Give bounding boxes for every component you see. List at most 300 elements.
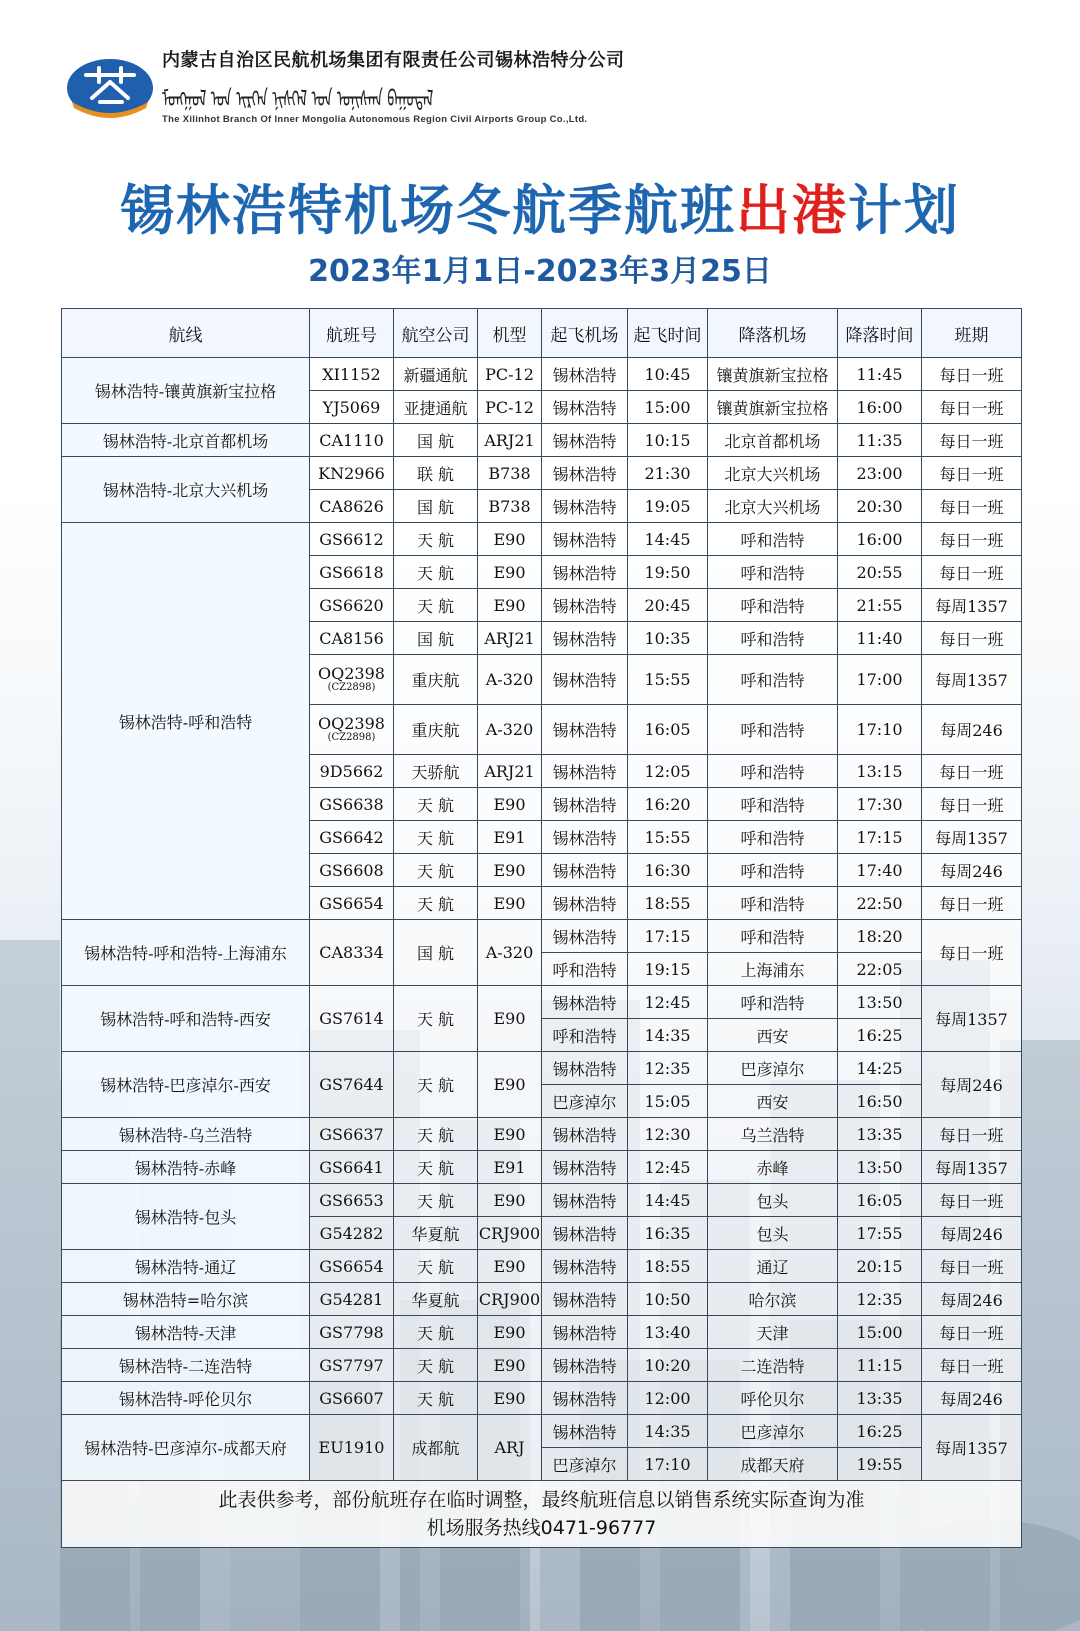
arr-time-cell: 22:50 bbox=[838, 887, 922, 920]
route-cell: 锡林浩特-呼和浩特-上海浦东 bbox=[62, 920, 310, 986]
schedule-cell: 每日一班 bbox=[922, 490, 1022, 523]
arr-airport-cell: 通辽 bbox=[708, 1250, 838, 1283]
flight-number: GS6654 bbox=[319, 1256, 384, 1276]
table-row bbox=[62, 424, 1022, 457]
schedule-cell: 每周246 bbox=[922, 1382, 1022, 1415]
flight-number: GS6620 bbox=[319, 595, 384, 615]
table-row bbox=[62, 1250, 1022, 1283]
flight-number-cell bbox=[310, 655, 394, 705]
arr-time-cell: 19:55 bbox=[838, 1448, 922, 1481]
table-row bbox=[62, 1184, 1022, 1217]
dep-time-cell: 18:55 bbox=[628, 887, 708, 920]
arr-airport-cell: 北京首都机场 bbox=[708, 424, 838, 457]
route-cell: 锡林浩特-呼和浩特-西安 bbox=[62, 986, 310, 1052]
schedule-cell: 每日一班 bbox=[922, 457, 1022, 490]
flight-number: KN2966 bbox=[318, 463, 385, 483]
table-row bbox=[62, 457, 1022, 490]
aircraft-cell: E90 bbox=[478, 854, 542, 887]
airline-cell: 天 航 bbox=[394, 589, 478, 622]
airline-cell: 重庆航 bbox=[394, 655, 478, 705]
header-dep-time: 起飞时间 bbox=[628, 309, 708, 358]
route-cell: 锡林浩特-通辽 bbox=[62, 1250, 310, 1283]
airline-cell: 天 航 bbox=[394, 1316, 478, 1349]
route-cell: 锡林浩特-二连浩特 bbox=[62, 1349, 310, 1382]
airline-cell: 天 航 bbox=[394, 1118, 478, 1151]
dep-time-cell: 14:35 bbox=[628, 1019, 708, 1052]
arr-time-cell: 14:25 bbox=[838, 1052, 922, 1085]
arr-airport-cell: 呼和浩特 bbox=[708, 655, 838, 705]
header-airline: 航空公司 bbox=[394, 309, 478, 358]
table-row bbox=[62, 1052, 1022, 1085]
arr-airport-cell: 呼和浩特 bbox=[708, 821, 838, 854]
arr-time-cell: 11:40 bbox=[838, 622, 922, 655]
route-cell: 锡林浩特-呼伦贝尔 bbox=[62, 1382, 310, 1415]
flight-number-cell bbox=[310, 705, 394, 755]
flight-number: G54282 bbox=[319, 1223, 384, 1243]
aircraft-cell: A-320 bbox=[478, 655, 542, 705]
airline-cell: 天 航 bbox=[394, 854, 478, 887]
footer-hotline: 机场服务热线0471-96777 bbox=[426, 1517, 657, 1539]
aircraft-cell: E90 bbox=[478, 887, 542, 920]
flight-number: GS6607 bbox=[319, 1388, 384, 1408]
arr-airport-cell: 呼和浩特 bbox=[708, 986, 838, 1019]
flight-number-cell bbox=[310, 821, 394, 854]
aircraft-cell: E90 bbox=[478, 1382, 542, 1415]
arr-time-cell: 17:00 bbox=[838, 655, 922, 705]
table-row bbox=[62, 523, 1022, 556]
dep-time-cell: 10:50 bbox=[628, 1283, 708, 1316]
dep-airport-cell: 锡林浩特 bbox=[542, 1316, 628, 1349]
table-row bbox=[62, 358, 1022, 391]
arr-airport-cell: 上海浦东 bbox=[708, 953, 838, 986]
page-title bbox=[0, 168, 1080, 245]
flight-number: OQ2398 bbox=[318, 714, 385, 733]
schedule-cell: 每日一班 bbox=[922, 1118, 1022, 1151]
flight-number-cell bbox=[310, 788, 394, 821]
aircraft-cell: ARJ21 bbox=[478, 622, 542, 655]
schedule-cell: 每日一班 bbox=[922, 920, 1022, 986]
flight-number: 9D5662 bbox=[319, 761, 384, 781]
schedule-cell: 每周1357 bbox=[922, 986, 1022, 1052]
dep-airport-cell: 锡林浩特 bbox=[542, 705, 628, 755]
flight-number-cell bbox=[310, 755, 394, 788]
flight-number-cell bbox=[310, 622, 394, 655]
dep-time-cell: 17:10 bbox=[628, 1448, 708, 1481]
airline-cell: 华夏航 bbox=[394, 1217, 478, 1250]
schedule-cell: 每日一班 bbox=[922, 424, 1022, 457]
airline-cell: 天 航 bbox=[394, 788, 478, 821]
flight-number: GS7797 bbox=[319, 1355, 384, 1375]
flight-number: CA8626 bbox=[319, 496, 384, 516]
flight-number-cell bbox=[310, 424, 394, 457]
arr-airport-cell: 西安 bbox=[708, 1085, 838, 1118]
dep-time-cell: 12:30 bbox=[628, 1118, 708, 1151]
schedule-cell: 每周246 bbox=[922, 854, 1022, 887]
flight-number: CA8334 bbox=[319, 943, 384, 962]
dep-airport-cell: 锡林浩特 bbox=[542, 920, 628, 953]
dep-airport-cell: 锡林浩特 bbox=[542, 1052, 628, 1085]
flight-number: CA1110 bbox=[319, 430, 384, 450]
flight-number: GS7614 bbox=[319, 1009, 384, 1028]
schedule-cell: 每日一班 bbox=[922, 556, 1022, 589]
arr-airport-cell: 天津 bbox=[708, 1316, 838, 1349]
airline-cell: 天 航 bbox=[394, 1184, 478, 1217]
flight-number: GS6638 bbox=[319, 794, 384, 814]
aircraft-cell: PC-12 bbox=[478, 358, 542, 391]
airline-cell: 国 航 bbox=[394, 920, 478, 986]
schedule-cell: 每周1357 bbox=[922, 1151, 1022, 1184]
dep-airport-cell: 锡林浩特 bbox=[542, 424, 628, 457]
title-highlight: 出港 bbox=[736, 179, 848, 242]
aircraft-cell: A-320 bbox=[478, 920, 542, 986]
route-cell: 锡林浩特-包头 bbox=[62, 1184, 310, 1250]
arr-time-cell: 13:35 bbox=[838, 1118, 922, 1151]
flight-number-cell bbox=[310, 1415, 394, 1481]
arr-time-cell: 17:55 bbox=[838, 1217, 922, 1250]
dep-airport-cell: 巴彦淖尔 bbox=[542, 1448, 628, 1481]
aircraft-cell: E90 bbox=[478, 788, 542, 821]
arr-time-cell: 17:40 bbox=[838, 854, 922, 887]
schedule-cell: 每日一班 bbox=[922, 887, 1022, 920]
company-name-mongolian: ᠮᠣᠩᠭᠣᠯ ᠤᠨ ᠢᠷᠭᠡᠨ ᠨᠢᠰᠬᠡᠯ ᠤᠨ ᠣᠨᠢᠰᠬᠠ ᠪᠠᠭᠤᠳᠠᠯ bbox=[162, 87, 434, 113]
arr-airport-cell: 呼和浩特 bbox=[708, 523, 838, 556]
table-body bbox=[62, 358, 1022, 1548]
arr-time-cell: 16:05 bbox=[838, 1184, 922, 1217]
flight-number: GS6641 bbox=[319, 1157, 384, 1177]
schedule-cell: 每日一班 bbox=[922, 1316, 1022, 1349]
dep-time-cell: 20:45 bbox=[628, 589, 708, 622]
route-cell: 锡林浩特-镶黄旗新宝拉格 bbox=[62, 358, 310, 424]
arr-time-cell: 20:15 bbox=[838, 1250, 922, 1283]
aircraft-cell: E90 bbox=[478, 1349, 542, 1382]
aircraft-cell: B738 bbox=[478, 490, 542, 523]
arr-airport-cell: 包头 bbox=[708, 1217, 838, 1250]
flight-number: XI1152 bbox=[322, 364, 381, 384]
flight-number-cell bbox=[310, 1349, 394, 1382]
aircraft-cell: E90 bbox=[478, 986, 542, 1052]
arr-airport-cell: 镶黄旗新宝拉格 bbox=[708, 391, 838, 424]
dep-airport-cell: 锡林浩特 bbox=[542, 986, 628, 1019]
arr-time-cell: 17:30 bbox=[838, 788, 922, 821]
header-route: 航线 bbox=[62, 309, 310, 358]
flight-number-cell bbox=[310, 490, 394, 523]
dep-time-cell: 16:20 bbox=[628, 788, 708, 821]
footer-note-cell bbox=[62, 1481, 1022, 1548]
table-row bbox=[62, 1415, 1022, 1448]
dep-airport-cell: 锡林浩特 bbox=[542, 490, 628, 523]
arr-time-cell: 20:30 bbox=[838, 490, 922, 523]
airport-group-logo-icon bbox=[66, 58, 154, 124]
arr-airport-cell: 呼和浩特 bbox=[708, 556, 838, 589]
airline-cell: 国 航 bbox=[394, 622, 478, 655]
arr-time-cell: 22:05 bbox=[838, 953, 922, 986]
arr-airport-cell: 哈尔滨 bbox=[708, 1283, 838, 1316]
footer-row bbox=[62, 1481, 1022, 1548]
flight-number: GS6642 bbox=[319, 827, 384, 847]
flight-number: GS6608 bbox=[319, 860, 384, 880]
dep-airport-cell: 锡林浩特 bbox=[542, 788, 628, 821]
table-row bbox=[62, 1349, 1022, 1382]
dep-time-cell: 10:45 bbox=[628, 358, 708, 391]
arr-airport-cell: 呼伦贝尔 bbox=[708, 1382, 838, 1415]
arr-time-cell: 13:50 bbox=[838, 986, 922, 1019]
header-schedule: 班期 bbox=[922, 309, 1022, 358]
schedule-cell: 每周246 bbox=[922, 705, 1022, 755]
arr-time-cell: 16:00 bbox=[838, 391, 922, 424]
arr-airport-cell: 北京大兴机场 bbox=[708, 490, 838, 523]
arr-airport-cell: 巴彦淖尔 bbox=[708, 1052, 838, 1085]
airline-cell: 成都航 bbox=[394, 1415, 478, 1481]
dep-airport-cell: 锡林浩特 bbox=[542, 589, 628, 622]
company-name-chinese: 内蒙古自治区民航机场集团有限责任公司锡林浩特分公司 bbox=[162, 50, 625, 71]
aircraft-cell: ARJ21 bbox=[478, 424, 542, 457]
route-cell: 锡林浩特-巴彦淖尔-西安 bbox=[62, 1052, 310, 1118]
dep-airport-cell: 锡林浩特 bbox=[542, 821, 628, 854]
dep-airport-cell: 呼和浩特 bbox=[542, 1019, 628, 1052]
flight-number: GS6612 bbox=[319, 529, 384, 549]
arr-time-cell: 11:35 bbox=[838, 424, 922, 457]
table-row bbox=[62, 986, 1022, 1019]
schedule-cell: 每日一班 bbox=[922, 1184, 1022, 1217]
arr-time-cell: 21:55 bbox=[838, 589, 922, 622]
flight-number-cell bbox=[310, 1118, 394, 1151]
dep-time-cell: 12:35 bbox=[628, 1052, 708, 1085]
header-flight: 航班号 bbox=[310, 309, 394, 358]
flight-number-cell bbox=[310, 854, 394, 887]
flight-number-cell bbox=[310, 1052, 394, 1118]
airline-cell: 天 航 bbox=[394, 523, 478, 556]
dep-airport-cell: 锡林浩特 bbox=[542, 556, 628, 589]
flight-number: OQ2398 bbox=[318, 664, 385, 683]
dep-airport-cell: 锡林浩特 bbox=[542, 887, 628, 920]
flight-number: EU1910 bbox=[318, 1438, 385, 1457]
table-row bbox=[62, 1151, 1022, 1184]
schedule-cell: 每日一班 bbox=[922, 523, 1022, 556]
dep-airport-cell: 锡林浩特 bbox=[542, 523, 628, 556]
aircraft-cell: E90 bbox=[478, 523, 542, 556]
aircraft-cell: CRJ900 bbox=[478, 1283, 542, 1316]
header-arr-time: 降落时间 bbox=[838, 309, 922, 358]
flight-number: GS6637 bbox=[319, 1124, 384, 1144]
table-row bbox=[62, 1283, 1022, 1316]
dep-airport-cell: 锡林浩特 bbox=[542, 655, 628, 705]
dep-time-cell: 19:15 bbox=[628, 953, 708, 986]
airline-cell: 华夏航 bbox=[394, 1283, 478, 1316]
aircraft-cell: E90 bbox=[478, 1250, 542, 1283]
dep-airport-cell: 锡林浩特 bbox=[542, 1283, 628, 1316]
airline-cell: 天 航 bbox=[394, 1382, 478, 1415]
dep-airport-cell: 锡林浩特 bbox=[542, 1217, 628, 1250]
dep-airport-cell: 锡林浩特 bbox=[542, 1184, 628, 1217]
arr-time-cell: 17:10 bbox=[838, 705, 922, 755]
airline-cell: 天 航 bbox=[394, 986, 478, 1052]
airline-cell: 新疆通航 bbox=[394, 358, 478, 391]
dep-time-cell: 10:35 bbox=[628, 622, 708, 655]
dep-time-cell: 14:45 bbox=[628, 523, 708, 556]
flight-number-cell bbox=[310, 887, 394, 920]
arr-airport-cell: 呼和浩特 bbox=[708, 854, 838, 887]
arr-time-cell: 15:00 bbox=[838, 1316, 922, 1349]
airline-cell: 天 航 bbox=[394, 821, 478, 854]
codeshare-flight-number: (CZ2898) bbox=[327, 732, 376, 743]
arr-time-cell: 13:50 bbox=[838, 1151, 922, 1184]
dep-time-cell: 10:15 bbox=[628, 424, 708, 457]
airline-cell: 国 航 bbox=[394, 424, 478, 457]
arr-time-cell: 23:00 bbox=[838, 457, 922, 490]
dep-airport-cell: 锡林浩特 bbox=[542, 1415, 628, 1448]
route-cell: 锡林浩特-乌兰浩特 bbox=[62, 1118, 310, 1151]
dep-time-cell: 15:55 bbox=[628, 655, 708, 705]
title-main: 锡林浩特机场冬航季航班 bbox=[120, 179, 736, 242]
route-cell: 锡林浩特-巴彦淖尔-成都天府 bbox=[62, 1415, 310, 1481]
header-aircraft: 机型 bbox=[478, 309, 542, 358]
airline-cell: 天骄航 bbox=[394, 755, 478, 788]
flight-number-cell bbox=[310, 1217, 394, 1250]
schedule-cell: 每周246 bbox=[922, 1217, 1022, 1250]
header-arr-airport: 降落机场 bbox=[708, 309, 838, 358]
schedule-cell: 每日一班 bbox=[922, 358, 1022, 391]
airline-cell: 天 航 bbox=[394, 1052, 478, 1118]
arr-airport-cell: 西安 bbox=[708, 1019, 838, 1052]
arr-time-cell: 13:35 bbox=[838, 1382, 922, 1415]
airline-cell: 重庆航 bbox=[394, 705, 478, 755]
route-cell: 锡林浩特-赤峰 bbox=[62, 1151, 310, 1184]
flight-number-cell bbox=[310, 523, 394, 556]
airline-cell: 天 航 bbox=[394, 1151, 478, 1184]
flight-number: GS7644 bbox=[319, 1075, 384, 1094]
flight-number-cell bbox=[310, 1184, 394, 1217]
route-cell: 锡林浩特-北京大兴机场 bbox=[62, 457, 310, 523]
aircraft-cell: ARJ21 bbox=[478, 755, 542, 788]
flight-number-cell bbox=[310, 556, 394, 589]
arr-time-cell: 16:00 bbox=[838, 523, 922, 556]
arr-time-cell: 13:15 bbox=[838, 755, 922, 788]
dep-airport-cell: 锡林浩特 bbox=[542, 1151, 628, 1184]
airline-cell: 国 航 bbox=[394, 490, 478, 523]
schedule-cell: 每日一班 bbox=[922, 755, 1022, 788]
aircraft-cell: E90 bbox=[478, 1052, 542, 1118]
dep-airport-cell: 锡林浩特 bbox=[542, 755, 628, 788]
aircraft-cell: E91 bbox=[478, 1151, 542, 1184]
arr-airport-cell: 二连浩特 bbox=[708, 1349, 838, 1382]
flight-number-cell bbox=[310, 920, 394, 986]
arr-airport-cell: 包头 bbox=[708, 1184, 838, 1217]
dep-time-cell: 19:05 bbox=[628, 490, 708, 523]
page-header bbox=[0, 0, 1080, 300]
dep-airport-cell: 锡林浩特 bbox=[542, 457, 628, 490]
arr-airport-cell: 乌兰浩特 bbox=[708, 1118, 838, 1151]
arr-time-cell: 11:45 bbox=[838, 358, 922, 391]
arr-time-cell: 12:35 bbox=[838, 1283, 922, 1316]
arr-airport-cell: 巴彦淖尔 bbox=[708, 1415, 838, 1448]
dep-airport-cell: 锡林浩特 bbox=[542, 854, 628, 887]
flight-number-cell bbox=[310, 358, 394, 391]
flight-number: GS7798 bbox=[319, 1322, 384, 1342]
aircraft-cell: A-320 bbox=[478, 705, 542, 755]
arr-time-cell: 18:20 bbox=[838, 920, 922, 953]
flight-number: GS6653 bbox=[319, 1190, 384, 1210]
schedule-cell: 每周1357 bbox=[922, 589, 1022, 622]
flight-number: GS6618 bbox=[319, 562, 384, 582]
dep-time-cell: 21:30 bbox=[628, 457, 708, 490]
dep-airport-cell: 锡林浩特 bbox=[542, 358, 628, 391]
schedule-cell: 每日一班 bbox=[922, 1250, 1022, 1283]
route-cell: 锡林浩特-天津 bbox=[62, 1316, 310, 1349]
dep-airport-cell: 锡林浩特 bbox=[542, 1349, 628, 1382]
schedule-cell: 每周1357 bbox=[922, 655, 1022, 705]
dep-airport-cell: 锡林浩特 bbox=[542, 1250, 628, 1283]
arr-airport-cell: 呼和浩特 bbox=[708, 788, 838, 821]
arr-airport-cell: 呼和浩特 bbox=[708, 920, 838, 953]
flight-number-cell bbox=[310, 986, 394, 1052]
flight-number: CA8156 bbox=[319, 628, 384, 648]
airline-cell: 天 航 bbox=[394, 887, 478, 920]
arr-airport-cell: 呼和浩特 bbox=[708, 755, 838, 788]
title-end: 计划 bbox=[848, 179, 960, 242]
arr-airport-cell: 北京大兴机场 bbox=[708, 457, 838, 490]
dep-airport-cell: 锡林浩特 bbox=[542, 622, 628, 655]
aircraft-cell: E90 bbox=[478, 1118, 542, 1151]
dep-time-cell: 15:55 bbox=[628, 821, 708, 854]
table-row bbox=[62, 1118, 1022, 1151]
aircraft-cell: ARJ bbox=[478, 1415, 542, 1481]
dep-airport-cell: 锡林浩特 bbox=[542, 391, 628, 424]
flight-number: GS6654 bbox=[319, 893, 384, 913]
aircraft-cell: E90 bbox=[478, 556, 542, 589]
aircraft-cell: PC-12 bbox=[478, 391, 542, 424]
dep-time-cell: 18:55 bbox=[628, 1250, 708, 1283]
codeshare-flight-number: (CZ2898) bbox=[327, 682, 376, 693]
arr-airport-cell: 成都天府 bbox=[708, 1448, 838, 1481]
footer-note: 此表供参考，部份航班存在临时调整，最终航班信息以销售系统实际查询为准 bbox=[218, 1489, 865, 1511]
dep-airport-cell: 锡林浩特 bbox=[542, 1382, 628, 1415]
flight-number-cell bbox=[310, 1250, 394, 1283]
dep-airport-cell: 锡林浩特 bbox=[542, 1118, 628, 1151]
arr-time-cell: 16:50 bbox=[838, 1085, 922, 1118]
flight-number-cell bbox=[310, 1316, 394, 1349]
arr-airport-cell: 镶黄旗新宝拉格 bbox=[708, 358, 838, 391]
route-cell: 锡林浩特=哈尔滨 bbox=[62, 1283, 310, 1316]
table-row bbox=[62, 1316, 1022, 1349]
flight-number: G54281 bbox=[319, 1289, 384, 1309]
aircraft-cell: E91 bbox=[478, 821, 542, 854]
dep-time-cell: 10:20 bbox=[628, 1349, 708, 1382]
aircraft-cell: E90 bbox=[478, 589, 542, 622]
flight-number-cell bbox=[310, 457, 394, 490]
dep-time-cell: 12:45 bbox=[628, 1151, 708, 1184]
dep-time-cell: 12:00 bbox=[628, 1382, 708, 1415]
arr-time-cell: 11:15 bbox=[838, 1349, 922, 1382]
schedule-cell: 每周246 bbox=[922, 1052, 1022, 1118]
arr-airport-cell: 呼和浩特 bbox=[708, 622, 838, 655]
arr-airport-cell: 赤峰 bbox=[708, 1151, 838, 1184]
arr-time-cell: 16:25 bbox=[838, 1415, 922, 1448]
airline-cell: 联 航 bbox=[394, 457, 478, 490]
airline-cell: 天 航 bbox=[394, 1349, 478, 1382]
header-dep-airport: 起飞机场 bbox=[542, 309, 628, 358]
dep-time-cell: 19:50 bbox=[628, 556, 708, 589]
aircraft-cell: B738 bbox=[478, 457, 542, 490]
flight-number-cell bbox=[310, 589, 394, 622]
schedule-cell: 每日一班 bbox=[922, 391, 1022, 424]
aircraft-cell: CRJ900 bbox=[478, 1217, 542, 1250]
dep-time-cell: 12:45 bbox=[628, 986, 708, 1019]
dep-time-cell: 14:45 bbox=[628, 1184, 708, 1217]
aircraft-cell: E90 bbox=[478, 1184, 542, 1217]
dep-time-cell: 14:35 bbox=[628, 1415, 708, 1448]
schedule-cell: 每日一班 bbox=[922, 1349, 1022, 1382]
arr-airport-cell: 呼和浩特 bbox=[708, 589, 838, 622]
